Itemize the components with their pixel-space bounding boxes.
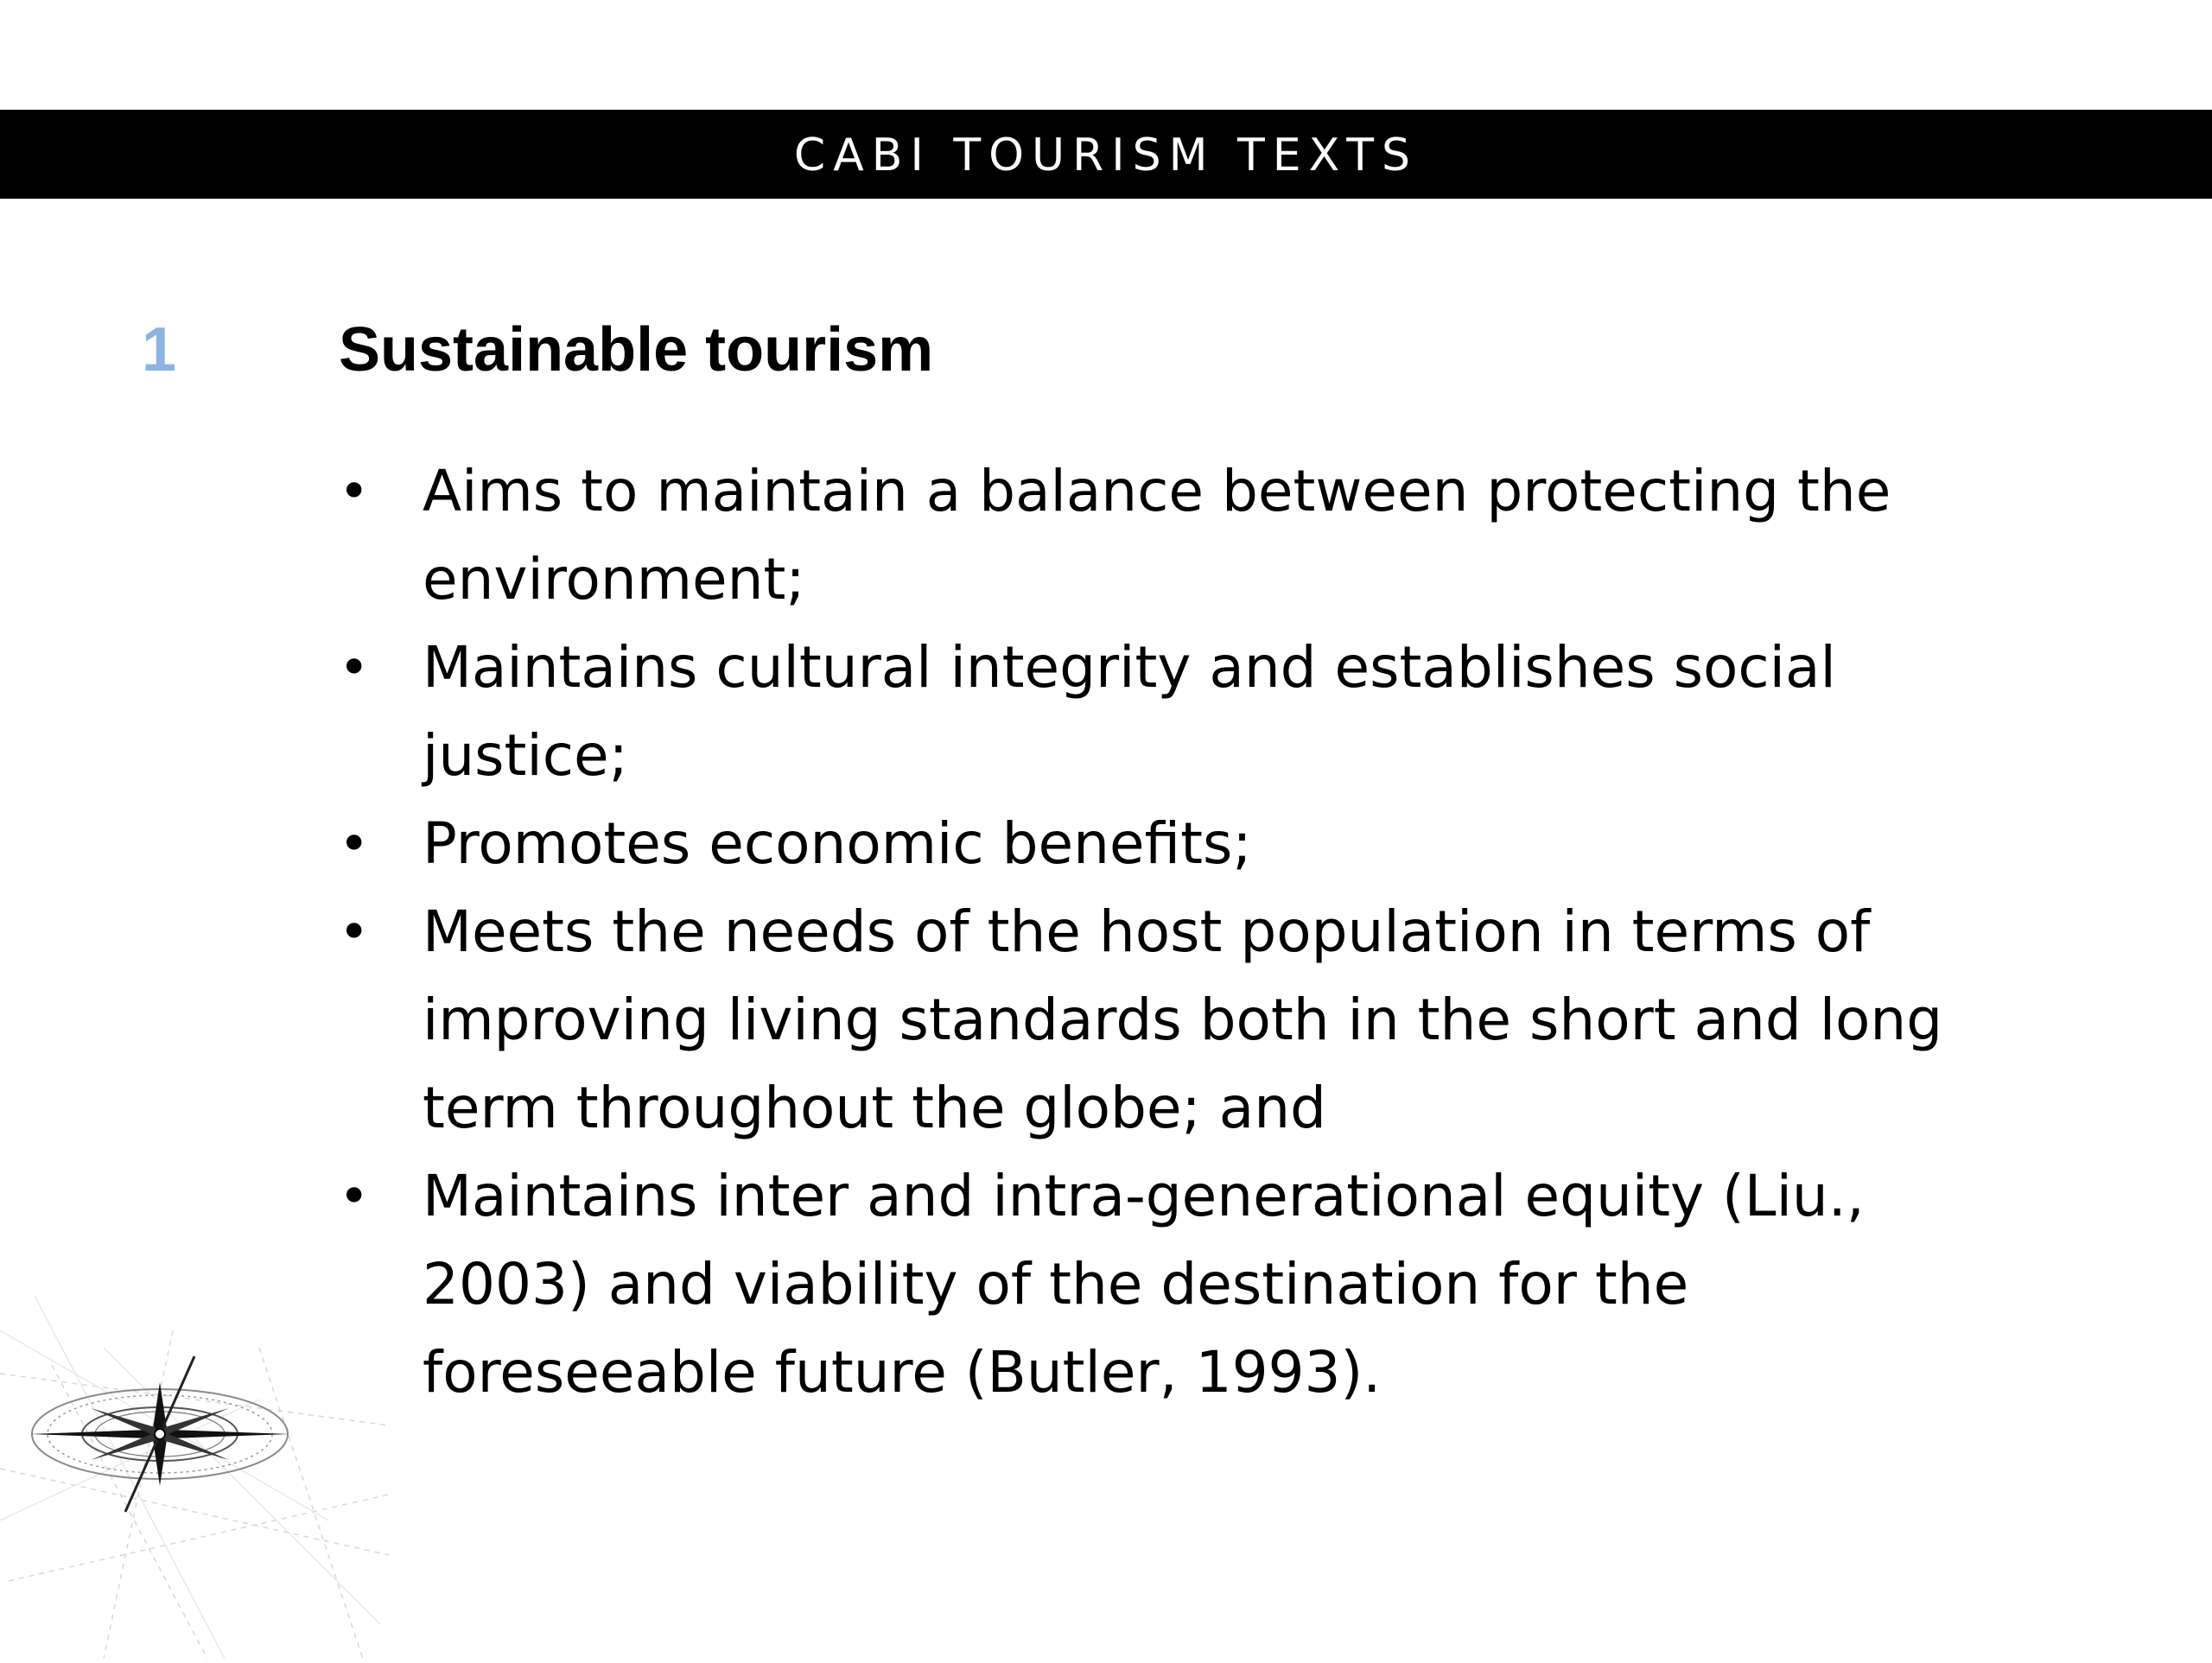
bullet-text: Maintains inter and intra-generational equity (Liu., 2003) and viability of the destination for the foreseeable future (Butler, 1993).: [423, 1163, 1865, 1406]
bullet-dot: •: [339, 1166, 370, 1227]
section-title: Sustainable tourism: [339, 315, 934, 384]
bullet-dot: •: [339, 638, 370, 698]
bullet-dot: •: [339, 814, 370, 874]
bullet-text: Maintains cultural integrity and establishes social justice;: [423, 634, 1836, 789]
bullet-item: [339, 624, 2030, 800]
bullet-text: Aims to maintain a balance between protecting the environment;: [423, 458, 1891, 613]
bullet-list: [339, 447, 2067, 1417]
bullet-item: [339, 800, 2030, 888]
section-number: 1: [142, 315, 177, 384]
bullet-item: [339, 888, 2030, 1152]
bullet-dot: •: [339, 461, 370, 522]
header-bar: [0, 110, 2212, 199]
header-title: CABI TOURISM TEXTS: [793, 129, 1419, 181]
bullet-dot: •: [339, 902, 370, 962]
bullet-text: Meets the needs of the host population in terms of improving living standards both in the short and long term throughout the globe; and: [423, 898, 1943, 1141]
compass-rose-decoration: [0, 1296, 397, 1659]
bullet-item: [339, 447, 2030, 624]
bullet-item: [339, 1152, 2030, 1417]
bullet-text: Promotes economic benefits;: [423, 810, 1252, 877]
compass-rose-icon: [0, 1296, 397, 1659]
